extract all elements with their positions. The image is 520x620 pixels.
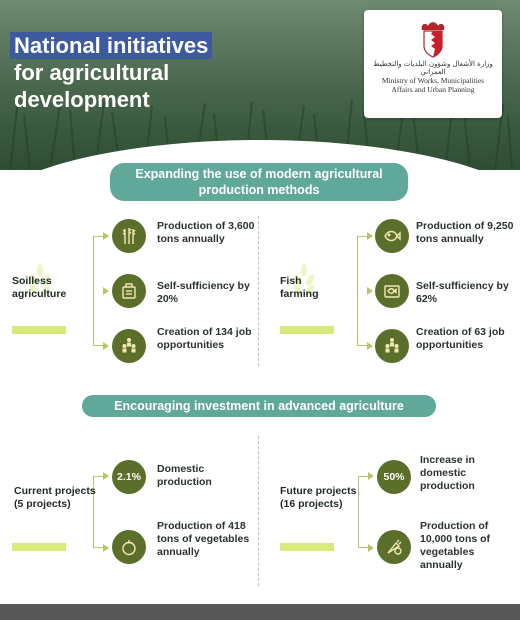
category-fish-farming: Fish farming	[280, 275, 319, 300]
ministry-name-ar: وزارة الأشغال وشؤون البلديات والتخطيط العمراني	[373, 60, 493, 76]
category-soilless-agriculture: Soilless agriculture	[12, 275, 67, 300]
item-text: Creation of 63 job opportunities	[416, 326, 505, 351]
arrow-icon	[103, 232, 109, 240]
fish-icon	[375, 219, 409, 253]
item-text: Production of 418 tons of vegetables annually	[157, 520, 250, 558]
arrow-icon	[103, 544, 109, 552]
arrow-icon	[367, 342, 373, 350]
domestic-production-badge: 2.1%	[112, 460, 146, 494]
category-current-projects: Current projects (5 projects)	[14, 485, 96, 510]
category-underline	[12, 326, 66, 334]
ministry-name-en-2: Affairs and Urban Planning	[391, 85, 475, 94]
vegetables-icon	[377, 530, 411, 564]
item-text: Self-sufficiency by 20%	[157, 280, 250, 305]
tomato-icon	[112, 530, 146, 564]
bracket	[357, 236, 367, 346]
item-text: Production of 3,600 tons annually	[157, 220, 255, 245]
section1-heading: Expanding the use of modern agricultural production methods	[110, 163, 408, 201]
section2-divider	[258, 436, 259, 586]
ministry-logo	[364, 10, 502, 118]
basket-icon	[112, 274, 146, 308]
category-underline	[280, 543, 334, 551]
page-title	[14, 32, 212, 113]
fish-box-icon	[375, 274, 409, 308]
wheat-icon	[112, 219, 146, 253]
workers-icon	[375, 329, 409, 363]
item-text: Production of 9,250 tons annually	[416, 220, 514, 245]
item-text: Increase in domestic production	[420, 454, 475, 492]
category-future-projects: Future projects (16 projects)	[280, 485, 357, 510]
title-line-1: National initiatives	[10, 32, 212, 59]
bracket	[93, 236, 103, 346]
item-text: Self-sufficiency by 62%	[416, 280, 509, 305]
section1-divider	[258, 216, 259, 366]
category-underline	[12, 543, 66, 551]
arrow-icon	[103, 472, 109, 480]
section2-heading: Encouraging investment in advanced agriculture	[82, 395, 436, 417]
workers-icon	[112, 329, 146, 363]
coat-of-arms-icon	[418, 18, 448, 58]
arrow-icon	[368, 544, 374, 552]
arrow-icon	[367, 287, 373, 295]
arrow-icon	[368, 472, 374, 480]
category-underline	[280, 326, 334, 334]
item-text: Production of 10,000 tons of vegetables annually	[420, 520, 491, 571]
footer-bar	[0, 604, 520, 620]
domestic-increase-badge: 50%	[377, 460, 411, 494]
arrow-icon	[367, 232, 373, 240]
title-line-2: for agricultural	[14, 60, 170, 85]
title-line-3: development	[14, 87, 150, 112]
arrow-icon	[103, 342, 109, 350]
ministry-name-en-1: Ministry of Works, Municipalities	[381, 76, 485, 85]
item-text: Domestic production	[157, 463, 212, 488]
arrow-icon	[103, 287, 109, 295]
item-text: Creation of 134 job opportunities	[157, 326, 252, 351]
